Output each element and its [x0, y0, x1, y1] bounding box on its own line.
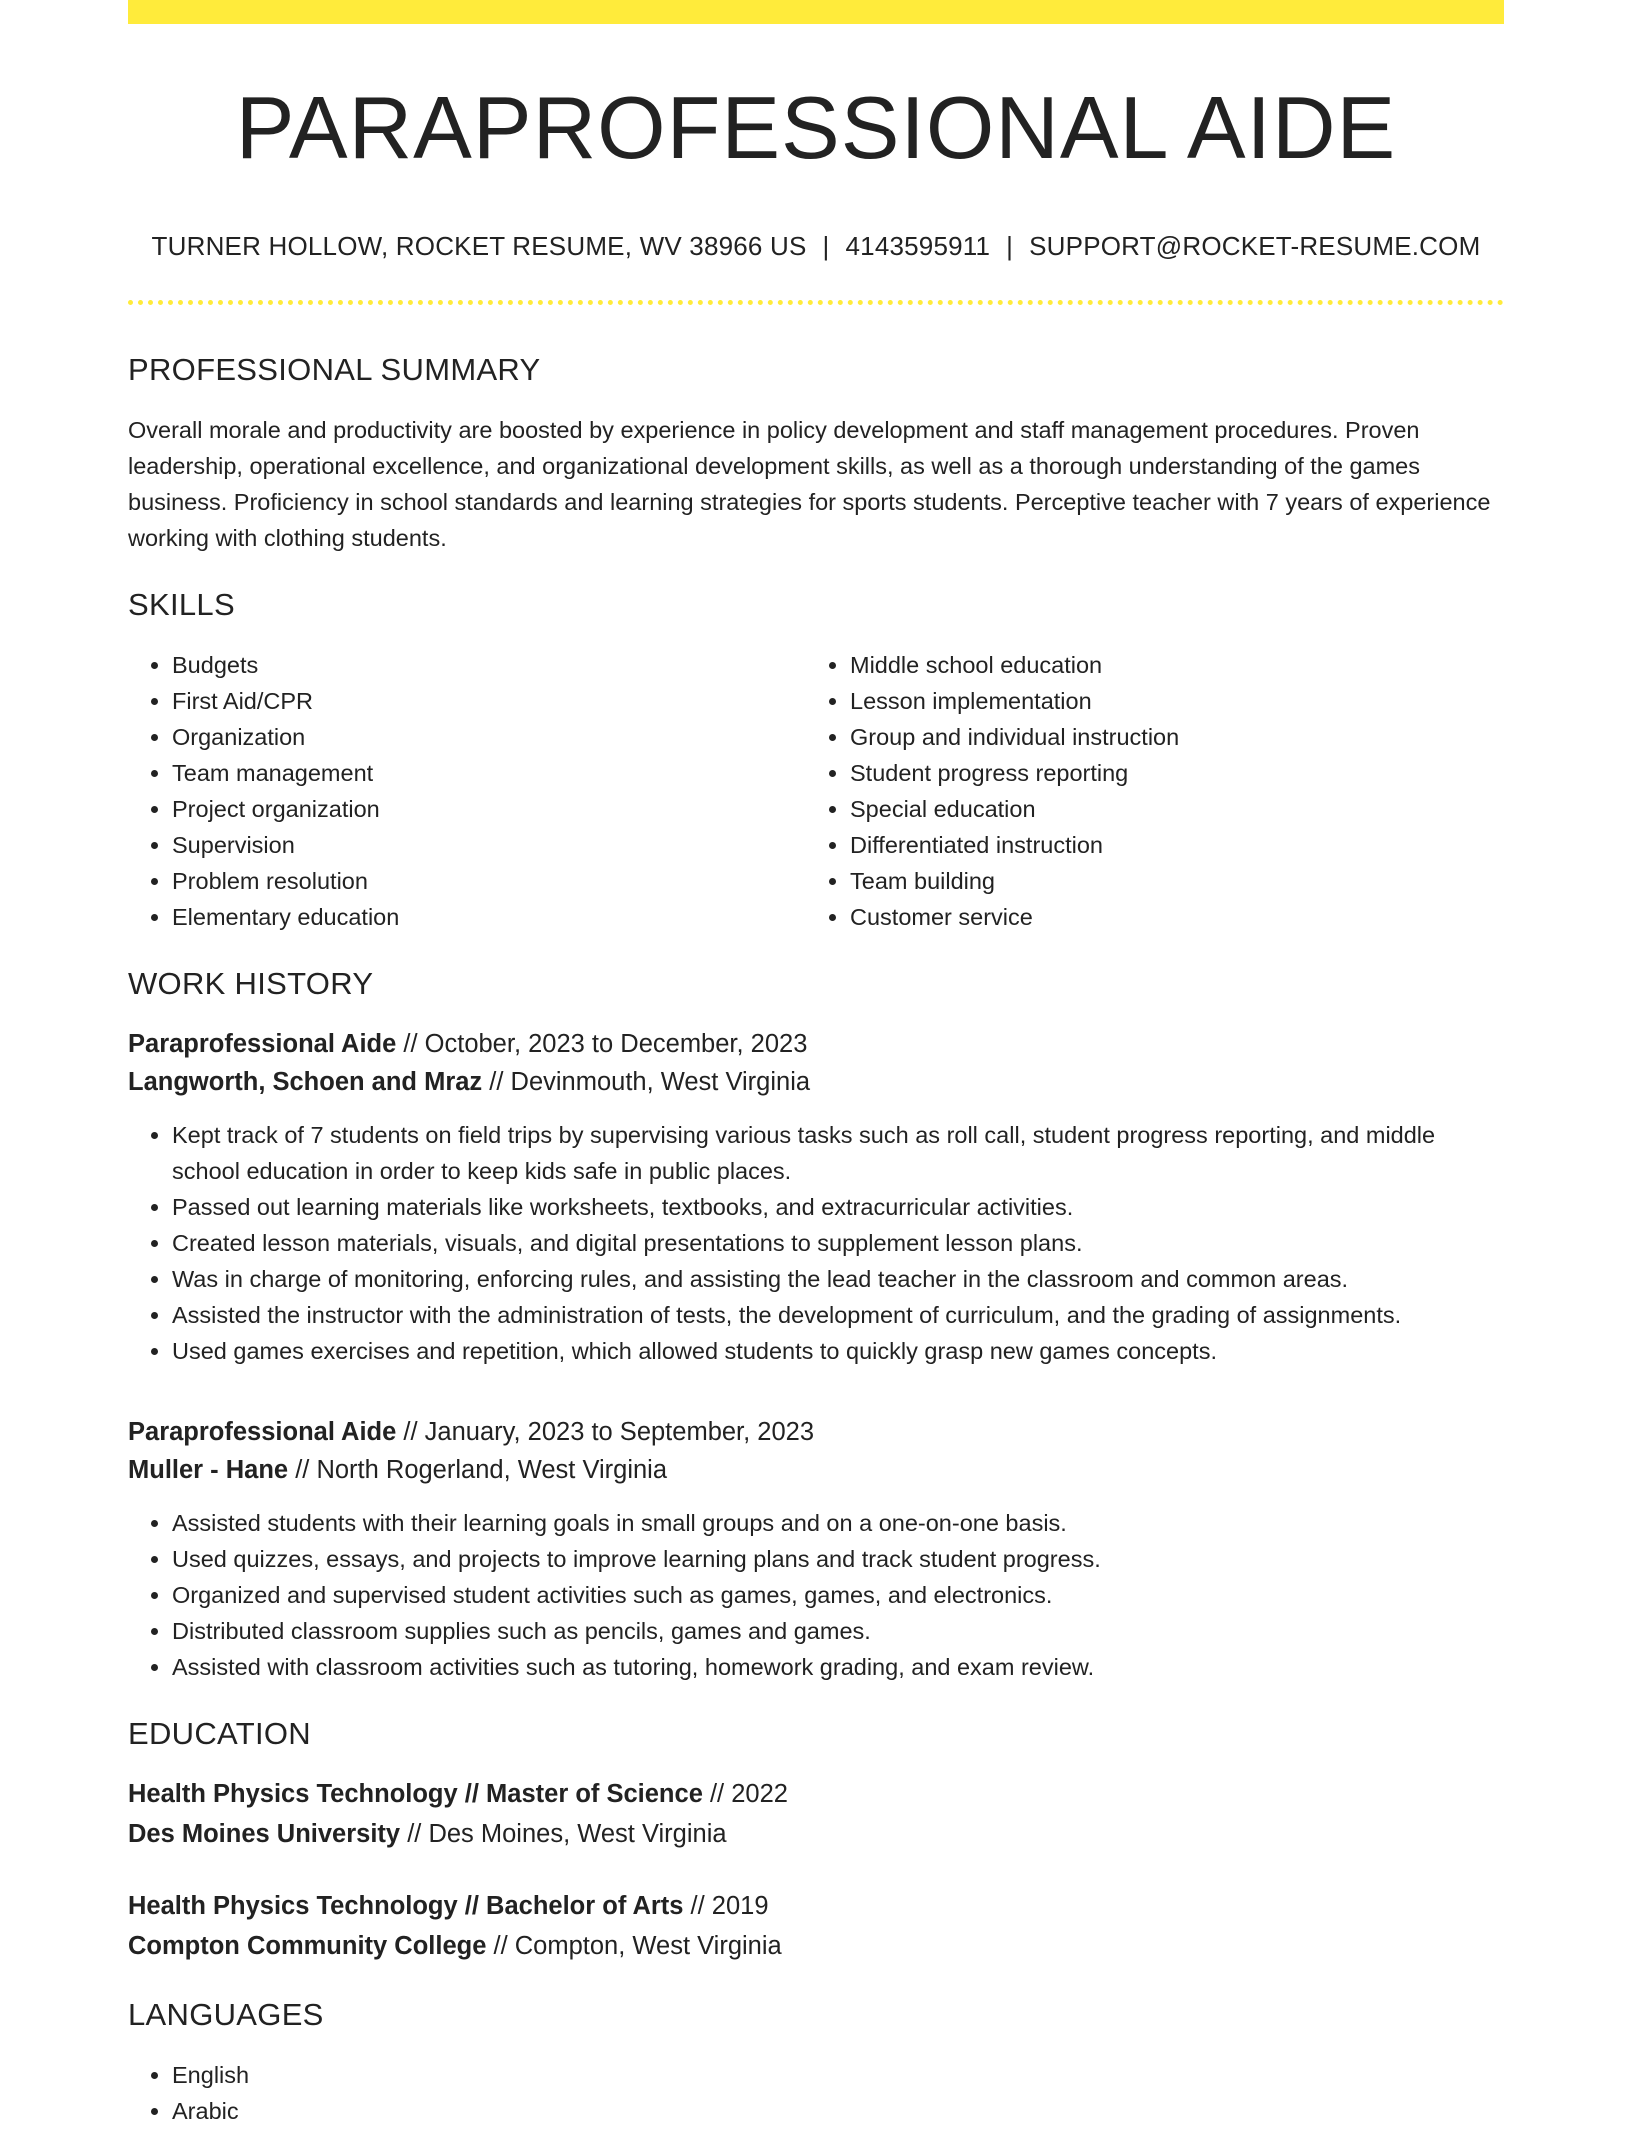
job-bullets	[128, 1117, 1504, 1369]
job-bullets	[128, 1505, 1504, 1685]
contact-email: SUPPORT@ROCKET-RESUME.COM	[1029, 230, 1481, 261]
education-heading: EDUCATION	[128, 1715, 311, 1751]
job-dates: // October, 2023 to December, 2023	[396, 1029, 808, 1058]
job-title-line	[128, 1413, 1504, 1451]
education-entry	[128, 1886, 1504, 1966]
skill-item: • Customer service	[850, 899, 1484, 935]
skill-item: • Organization	[172, 719, 806, 755]
job-bullet: • Assisted with classroom activities such as tutoring, homework grading, and exam review.	[172, 1649, 1504, 1685]
skill-item: • Team building	[850, 863, 1484, 899]
skill-item: • Problem resolution	[172, 863, 806, 899]
skill-item: • Supervision	[172, 827, 806, 863]
job-company-line	[128, 1063, 1504, 1101]
job-bullet: • Assisted the instructor with the administration of tests, the development of curriculum, and the grading of assignments.	[172, 1297, 1504, 1333]
job-company-line	[128, 1451, 1504, 1489]
skills-column-right	[806, 647, 1484, 935]
contact-separator: |	[1006, 230, 1014, 261]
education-school: Des Moines University	[128, 1819, 401, 1848]
resume-name: PARAPROFESSIONAL AIDE	[235, 78, 1397, 177]
job-bullet: • Organized and supervised student activities such as games, games, and electronics.	[172, 1577, 1504, 1613]
job-bullet: • Was in charge of monitoring, enforcing rules, and assisting the lead teacher in the classroom and common areas.	[172, 1261, 1504, 1297]
skills-column-left	[128, 647, 806, 935]
education-location: // Des Moines, West Virginia	[400, 1819, 727, 1848]
skill-item: • Project organization	[172, 791, 806, 827]
job-bullet: • Distributed classroom supplies such as pencils, games and games.	[172, 1613, 1504, 1649]
summary-heading: PROFESSIONAL SUMMARY	[128, 351, 541, 387]
skill-item: • Elementary education	[172, 899, 806, 935]
languages-heading: LANGUAGES	[128, 1996, 324, 2032]
job-title-line	[128, 1025, 1504, 1063]
education-location: // Compton, West Virginia	[486, 1931, 782, 1960]
skills-heading: SKILLS	[128, 587, 235, 623]
job-bullet: • Passed out learning materials like worksheets, textbooks, and extracurricular activities.	[172, 1189, 1504, 1225]
job-location: // North Rogerland, West Virginia	[288, 1455, 668, 1484]
job-company: Langworth, Schoen and Mraz	[128, 1067, 483, 1096]
job-bullet: • Used quizzes, essays, and projects to improve learning plans and track student progress.	[172, 1541, 1504, 1577]
skill-item: • Lesson implementation	[850, 683, 1484, 719]
education-degree: Health Physics Technology // Bachelor of Arts	[128, 1891, 684, 1920]
education-degree-line	[128, 1774, 1504, 1814]
job-entry	[128, 1025, 1504, 1369]
contact-address: TURNER HOLLOW, ROCKET RESUME, WV 38966 US	[151, 230, 807, 261]
work-history-heading: WORK HISTORY	[128, 966, 374, 1002]
job-location: // Devinmouth, West Virginia	[482, 1067, 811, 1096]
job-company: Muller - Hane	[128, 1455, 289, 1484]
education-school: Compton Community College	[128, 1931, 487, 1960]
job-entry	[128, 1413, 1504, 1685]
contact-phone: 4143595911	[845, 230, 991, 261]
skill-item: • Group and individual instruction	[850, 719, 1484, 755]
language-item: • Arabic	[172, 2093, 1504, 2129]
skill-item: • Middle school education	[850, 647, 1484, 683]
resume-page	[128, 0, 1504, 2129]
skill-item: • Differentiated instruction	[850, 827, 1484, 863]
skill-item: • Student progress reporting	[850, 755, 1484, 791]
education-entry	[128, 1774, 1504, 1854]
education-degree-line	[128, 1886, 1504, 1926]
education-school-line	[128, 1926, 1504, 1966]
skill-item: • Team management	[172, 755, 806, 791]
education-school-line	[128, 1814, 1504, 1854]
skills-list	[128, 647, 1504, 935]
dotted-divider	[128, 300, 1504, 305]
job-bullet: • Assisted students with their learning goals in small groups and on a one-on-one basis.	[172, 1505, 1504, 1541]
contact-line	[128, 231, 1504, 262]
education-year: // 2019	[683, 1891, 769, 1920]
education-year: // 2022	[702, 1779, 788, 1808]
skill-item: • Special education	[850, 791, 1484, 827]
education-degree: Health Physics Technology // Master of Science	[128, 1779, 703, 1808]
top-accent-bar	[128, 0, 1504, 24]
skill-item: • First Aid/CPR	[172, 683, 806, 719]
job-role: Paraprofessional Aide	[128, 1029, 397, 1058]
summary-text: Overall morale and productivity are boosted by experience in policy development and staff management procedures. Proven leadership, operational excellence, and organizational development skills, as well as a thorough understanding of the games business. Proficiency in school standards and learning strategies for sports students. Perceptive teacher with 7 years of experience working with clothing students.	[128, 417, 1491, 552]
languages-list	[128, 2057, 1504, 2129]
job-role: Paraprofessional Aide	[128, 1417, 397, 1446]
job-dates: // January, 2023 to September, 2023	[396, 1417, 815, 1446]
language-item: • English	[172, 2057, 1504, 2093]
skill-item: • Budgets	[172, 647, 806, 683]
job-bullet: • Kept track of 7 students on field trips by supervising various tasks such as roll call, student progress reporting, and middle school education in order to keep kids safe in public places.	[172, 1117, 1504, 1189]
job-bullet: • Created lesson materials, visuals, and digital presentations to supplement lesson plans.	[172, 1225, 1504, 1261]
job-bullet: • Used games exercises and repetition, which allowed students to quickly grasp new games concepts.	[172, 1333, 1504, 1369]
contact-separator: |	[822, 230, 830, 261]
